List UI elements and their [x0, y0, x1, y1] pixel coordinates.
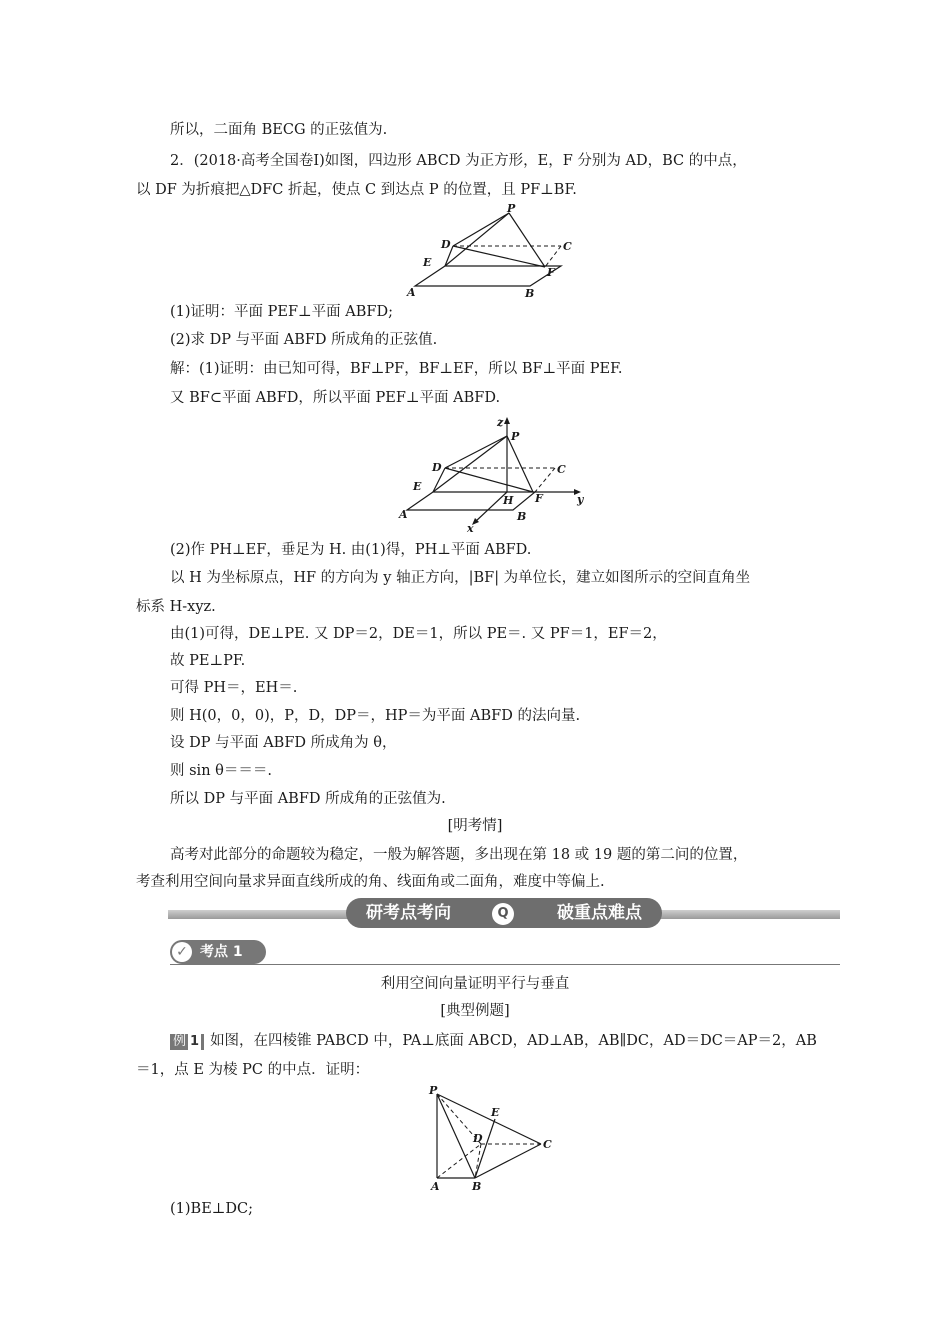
- text-line: 解：(1)证明：由已知可得，BF⊥PF，BF⊥EF，所以 BF⊥平面 PEF.: [170, 361, 623, 377]
- text-line: 由(1)可得，DE⊥PE. 又 DP＝2，DE＝1，所以 PE＝. 又 PF＝1，EF＝2，: [170, 626, 667, 642]
- label-h: H: [503, 494, 514, 507]
- text-line: 以 H 为坐标原点，HF 的方向为 y 轴正方向，|BF| 为单位长，建立如图所示的空间直角坐: [170, 570, 751, 586]
- label-d: D: [441, 238, 451, 251]
- kaodian-pill: [170, 940, 266, 964]
- heading-mingkaoqing: [明考情]: [447, 818, 503, 834]
- text-line: ＝1，点 E 为棱 PC 的中点．证明：: [136, 1062, 370, 1078]
- text-line: 标系 H-xyz.: [136, 599, 216, 615]
- label-x: x: [467, 522, 474, 534]
- text-line: 考查利用空间向量求异面直线所成的角、线面角或二面角，难度中等偏上.: [136, 874, 605, 890]
- label-c: C: [543, 1138, 552, 1151]
- label-z: z: [497, 416, 504, 429]
- label-a: A: [399, 508, 408, 521]
- label-c: C: [557, 463, 566, 476]
- text-line: 则 H(0，0，0)，P，D，DP＝，HP＝为平面 ABFD 的法向量.: [170, 708, 581, 724]
- label-a: A: [407, 286, 416, 299]
- banner-left-text: 研考点考向: [366, 903, 451, 923]
- label-f: F: [535, 492, 543, 505]
- banner-pill: [346, 898, 662, 928]
- text-line: 高考对此部分的命题较为稳定，一般为解答题，多出现在第 18 或 19 题的第二问的位置，: [170, 847, 748, 863]
- label-c: C: [563, 240, 572, 253]
- heading-dianxing: [典型例题]: [440, 1003, 510, 1019]
- text-line: 以 DF 为折痕把△DFC 折起，使点 C 到达点 P 的位置，且 PF⊥BF.: [136, 182, 577, 198]
- section-banner: [168, 898, 840, 930]
- label-b: B: [472, 1180, 482, 1193]
- label-b: B: [517, 510, 527, 523]
- text-line: 可得 PH＝，EH＝.: [170, 680, 298, 696]
- label-d: D: [432, 461, 442, 474]
- section-title: 利用空间向量证明平行与垂直: [380, 976, 570, 992]
- example-tag: 例 1: [170, 1034, 204, 1050]
- text-line: (2)求 DP 与平面 ABFD 所成角的正弦值.: [170, 332, 438, 348]
- text-line: 故 PE⊥PF.: [170, 653, 246, 669]
- label-p: P: [507, 202, 516, 215]
- label-e: E: [423, 256, 432, 269]
- label-a: A: [431, 1180, 440, 1193]
- text-line: 所以，二面角 BECG 的正弦值为.: [170, 122, 388, 138]
- label-p: P: [429, 1084, 438, 1097]
- figure-coordinate-system: [395, 414, 595, 534]
- divider: [170, 964, 840, 965]
- label-e: E: [413, 480, 422, 493]
- figure-pyramid: [425, 1082, 565, 1194]
- label-f: F: [547, 266, 555, 279]
- label-b: B: [525, 287, 535, 300]
- text-line: 2．(2018·高考全国卷Ⅰ)如图，四边形 ABCD 为正方形，E，F 分别为 AD，BC 的中点，: [170, 153, 747, 169]
- figure-folded-square: [405, 200, 585, 300]
- text-line: 又 BF⊂平面 ABFD，所以平面 PEF⊥平面 ABFD.: [170, 390, 501, 406]
- label-e: E: [491, 1106, 500, 1119]
- text-line: 所以 DP 与平面 ABFD 所成角的正弦值为.: [170, 791, 446, 807]
- text-line: (2)作 PH⊥EF，垂足为 H. 由(1)得，PH⊥平面 ABFD.: [170, 542, 532, 558]
- text-line: 设 DP 与平面 ABFD 所成角为 θ，: [170, 735, 397, 751]
- text-line: (1)BE⊥DC;: [170, 1201, 254, 1217]
- banner-right-text: 破重点难点: [557, 903, 642, 923]
- example-line: 例 1 如图，在四棱锥 PABCD 中，PA⊥底面 ABCD，AD⊥AB，AB∥DC，AD＝DC＝AP＝2，AB: [170, 1031, 817, 1051]
- check-icon: ✓: [172, 942, 192, 962]
- label-p: P: [511, 430, 520, 443]
- kaodian-label: 考点 1: [200, 944, 243, 960]
- label-d: D: [473, 1132, 483, 1145]
- magnifier-icon: Q: [492, 903, 514, 925]
- text-line: (1)证明：平面 PEF⊥平面 ABFD;: [170, 304, 393, 320]
- label-y: y: [577, 493, 584, 506]
- text-line: 则 sin θ＝＝＝.: [170, 763, 272, 779]
